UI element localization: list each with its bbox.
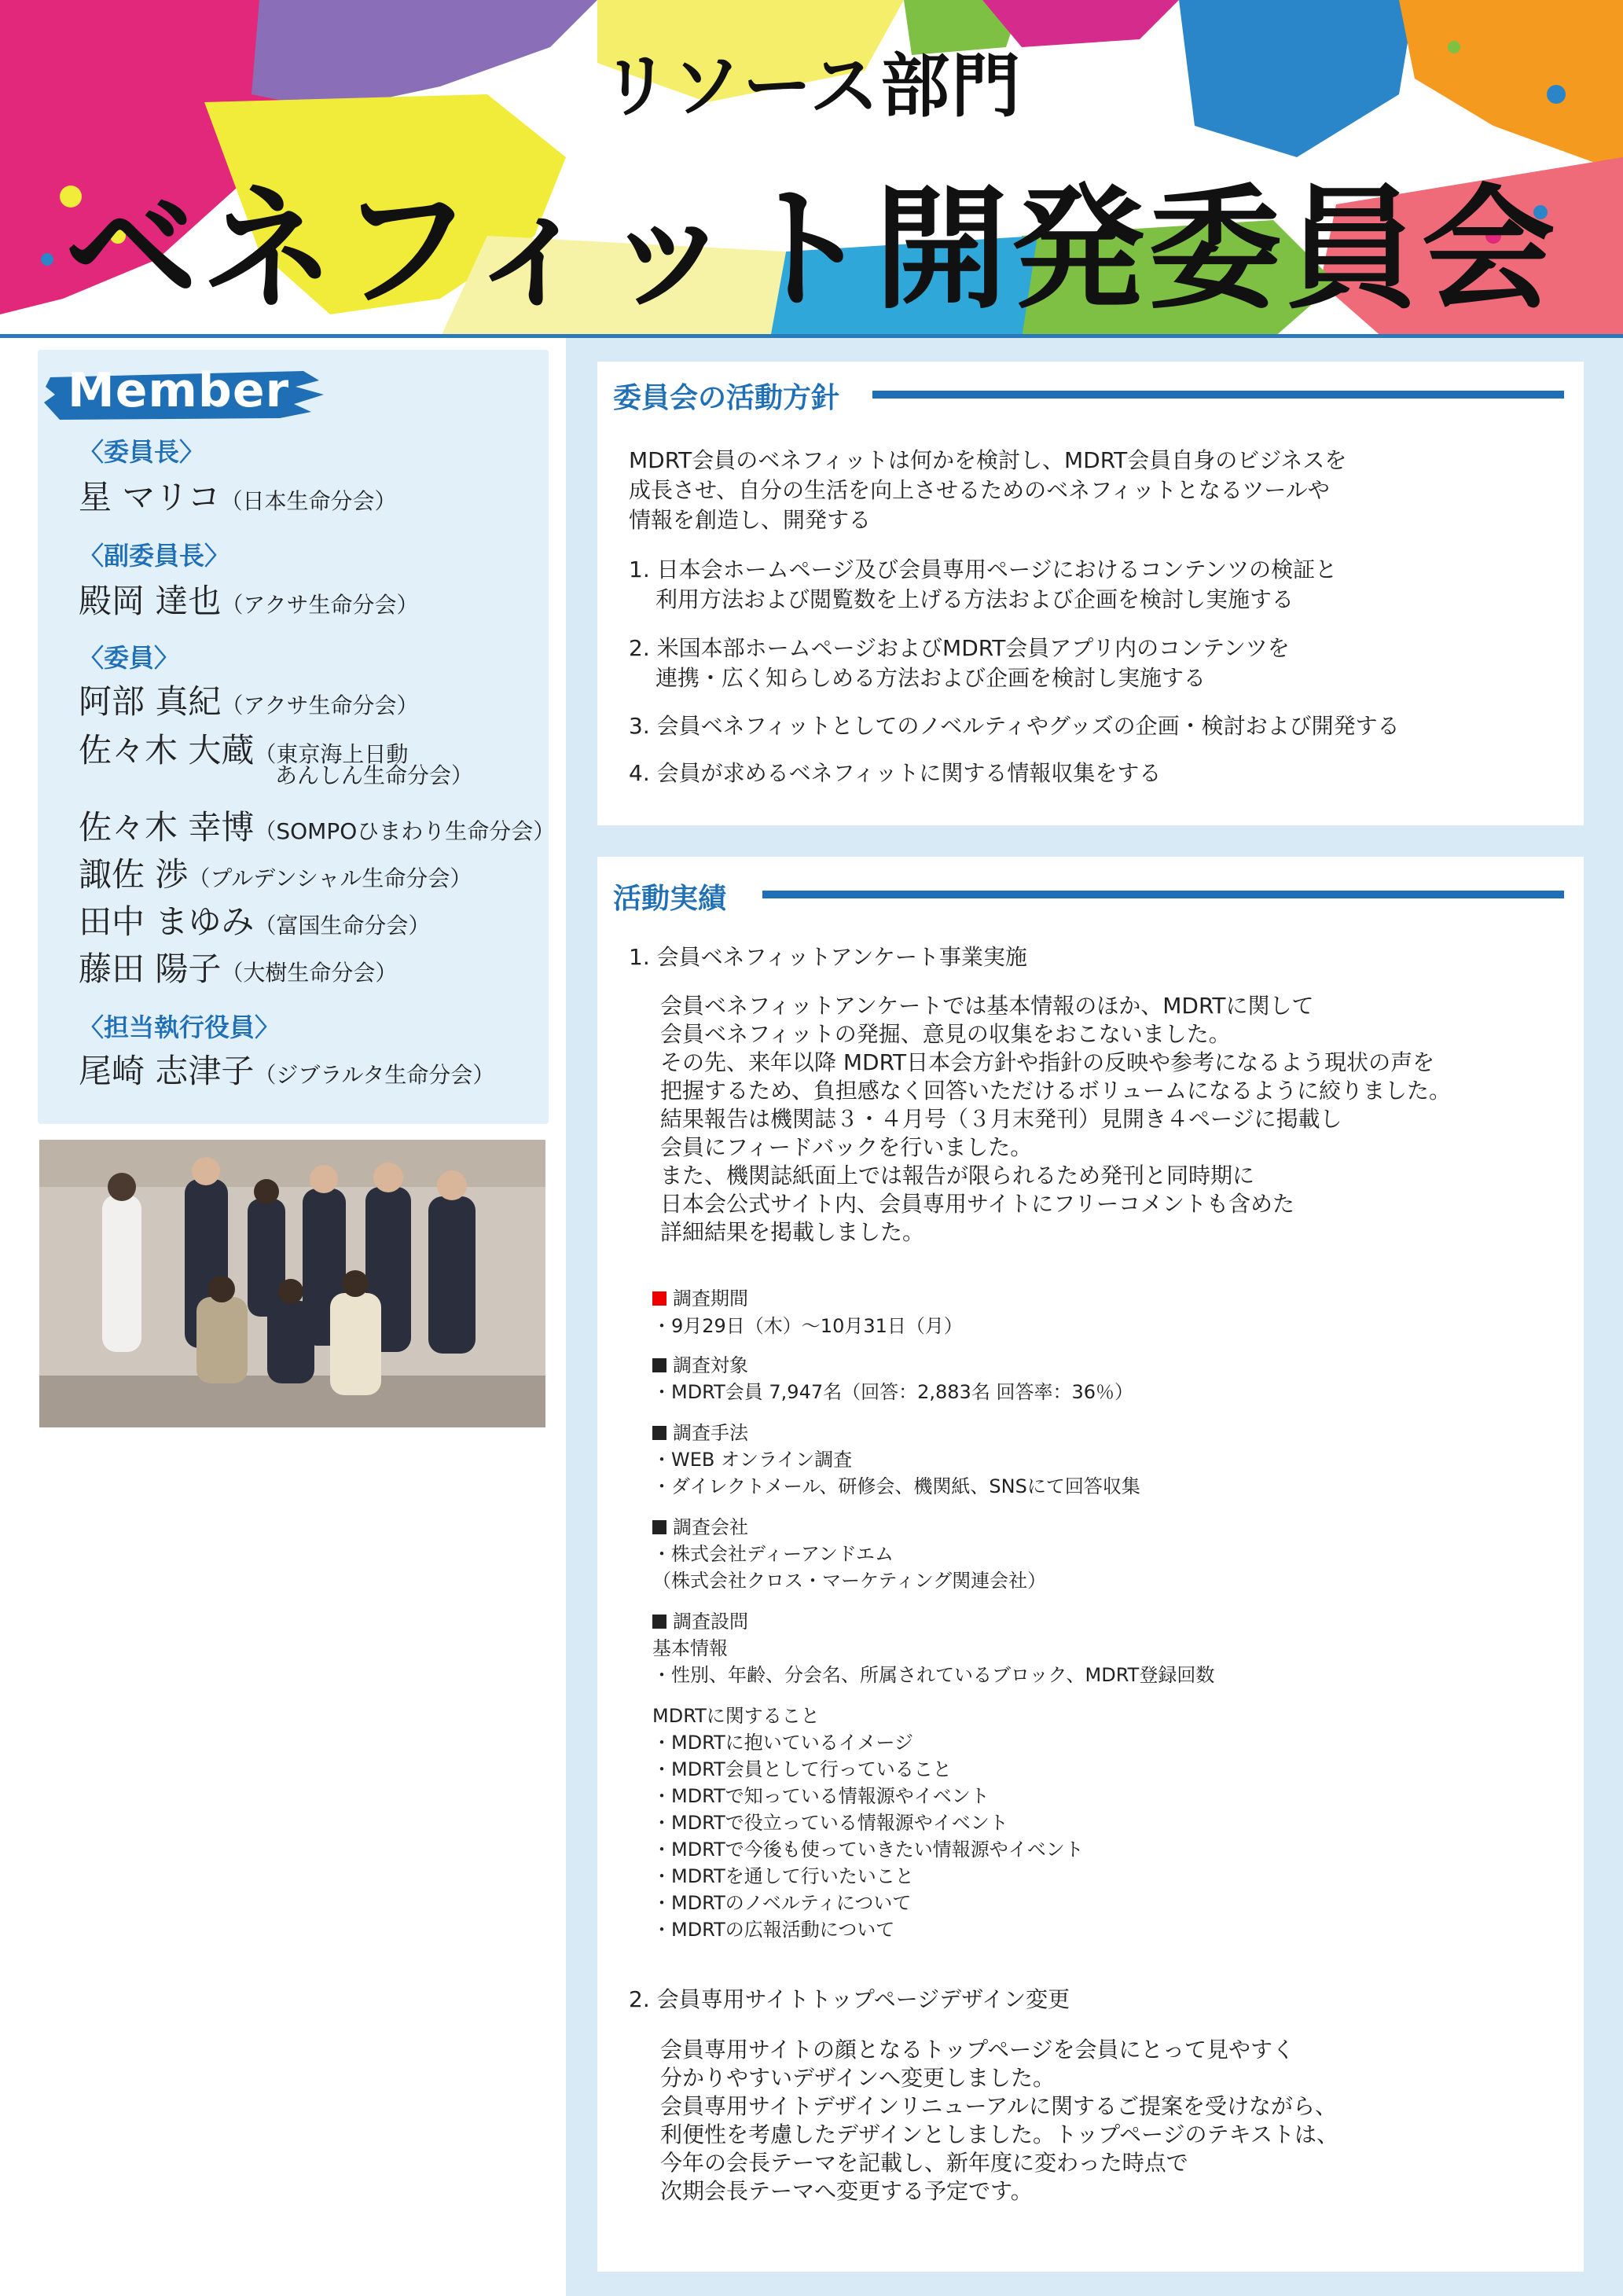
survey-questions-mdrt: ・MDRTで今後も使っていきたい情報源やイベント [652,1839,1084,1861]
member-affiliation: （東京海上日動 [254,741,409,767]
survey-questions-mdrt: MDRTに関すること [652,1705,820,1727]
member-affiliation: （日本生命分会） [220,488,397,514]
survey-questions-mdrt: ・MDRTに抱いているイメージ [652,1732,914,1754]
header-subtitle: リソース部門 [600,46,1023,127]
survey-target-value: ・MDRT会員 7,947名（回答：2,883名 回答率：36％） [652,1381,1133,1403]
survey-questions-mdrt: ・MDRTで知っている情報源やイベント [652,1785,990,1807]
results-s1-line: 詳細結果を掲載しました。 [660,1219,925,1245]
results-s1-line: その先、来年以降 MDRT日本会方針や指針の反映や参考になるよう現状の声を [660,1049,1435,1075]
survey-questions-basic: 基本情報 [652,1637,728,1659]
role-chair: 〈委員長〉 [79,437,205,467]
policy-item-1: 1. 日本会ホームページ及び会員専用ページにおけるコンテンツの検証と [629,557,1338,582]
results-s1-line: 把握するため、負担感なく回答いただけるボリュームになるように絞りました。 [660,1078,1452,1104]
results-s2-line: 利便性を考慮したデザインとしました。トップページのテキストは、 [660,2122,1338,2147]
role-vice-chair: 〈副委員長〉 [79,541,230,571]
policy-item-2-cont: 連携・広く知らしめる方法および企画を検討し実施する [655,665,1206,691]
results-s2-line: 次期会長テーマへ変更する予定です。 [660,2178,1033,2204]
results-s1-line: 会員にフィードバックを行いました。 [660,1134,1033,1160]
group-photo-image [39,1140,545,1427]
results-s1-line: 会員ベネフィットの発掘、意見の収集をおこないました。 [660,1021,1231,1047]
member-affiliation: （富国生命分会） [254,913,431,939]
member-affiliation: （ジブラルタ生命分会） [254,1062,495,1088]
member-affiliation: （プルデンシャル生命分会） [188,865,472,891]
member-1 [79,676,419,723]
role-executive: 〈担当執行役員〉 [79,1012,281,1042]
square-bullet-icon [652,1426,666,1440]
member-executive [79,1045,494,1093]
member-name: 阿部 真紀 [79,682,222,721]
survey-period-label: 調査期間 [652,1285,748,1312]
policy-item-1-cont: 利用方法および閲覧数を上げる方法および企画を検討し実施する [655,586,1294,612]
results-section-2-heading: 2. 会員専用サイトトップページデザイン変更 [629,1986,1070,2012]
survey-questions-basic: ・性別、年齢、分会名、所属されているブロック、MDRT登録回数 [652,1664,1215,1686]
survey-target-label: 調査対象 [652,1352,748,1379]
results-title-bar [762,891,1564,898]
member-5 [79,896,430,943]
policy-intro-line: 情報を創造し、開発する [629,507,872,533]
results-s2-line: 今年の会長テーマを記載し、新年度に変わった時点で [660,2150,1188,2176]
results-s2-line: 分かりやすいデザインへ変更しました。 [660,2065,1056,2091]
policy-title: 委員会の活動方針 [613,382,840,414]
member-badge [44,363,327,426]
header-banner [0,0,1623,338]
policy-intro-line: 成長させ、自分の生活を向上させるためのベネフィットとなるツールや [629,477,1330,503]
policy-item-4: 4. 会員が求めるベネフィットに関する情報収集をする [629,760,1162,786]
survey-method-value: ・WEB オンライン調査 [652,1449,853,1471]
red-square-bullet-icon [652,1291,666,1306]
survey-questions-mdrt: ・MDRTの広報活動について [652,1919,895,1941]
header-title: ベネフィット開発委員会 [64,172,1559,328]
member-badge-label: Member [68,363,290,418]
member-name: 藤田 陽子 [79,950,222,988]
survey-questions-label: 調査設問 [652,1608,748,1635]
square-bullet-icon [652,1520,666,1534]
member-affiliation: （大樹生命分会） [221,960,398,986]
member-name: 尾崎 志津子 [79,1052,255,1090]
member-6 [79,943,397,990]
member-2-affiliation-line2: あんしん生命分会） [275,762,474,788]
survey-method-value: ・ダイレクトメール、研修会、機関紙、SNSにて回答収集 [652,1475,1140,1497]
square-bullet-icon [652,1615,666,1629]
member-3 [79,802,555,849]
policy-item-2: 2. 米国本部ホームページおよびMDRT会員アプリ内のコンテンツを [629,635,1290,661]
member-name: 田中 まゆみ [79,902,255,941]
results-s1-line: 結果報告は機関誌３・４月号（３月末発刊）見開き４ページに掲載し [660,1106,1342,1132]
survey-period-value: ・9月29日（木）〜10月31日（月） [652,1315,963,1337]
survey-questions-mdrt: ・MDRTを通して行いたいこと [652,1865,914,1887]
survey-company-value: （株式会社クロス・マーケティング関連会社） [652,1570,1047,1592]
survey-company-value: ・株式会社ディーアンドエム [652,1543,894,1565]
member-vice-chair [79,575,419,623]
member-name: 諏佐 渉 [79,855,189,894]
member-chair [79,472,397,519]
policy-title-bar [872,391,1564,399]
role-members: 〈委員〉 [79,643,180,673]
survey-questions-mdrt: ・MDRTで役立っている情報源やイベント [652,1812,1008,1834]
survey-method-label: 調査手法 [652,1420,748,1446]
survey-questions-mdrt: ・MDRTのノベルティについて [652,1892,912,1914]
survey-company-label: 調査会社 [652,1514,748,1541]
results-s2-line: 会員専用サイトの顔となるトップページを会員にとって見やすく [660,2037,1294,2063]
results-title: 活動実績 [613,883,727,915]
square-bullet-icon [652,1358,666,1372]
results-s1-line: 日本会公式サイト内、会員専用サイトにフリーコメントも含めた [660,1191,1294,1217]
member-4 [79,849,472,896]
group-photo [39,1140,545,1427]
member-affiliation: （アクサ生命分会） [221,692,419,718]
member-name: 星 マリコ [79,478,221,516]
member-name: 佐々木 幸博 [79,808,255,847]
member-affiliation: （アクサ生命分会） [221,592,419,618]
member-affiliation: （SOMPOひまわり生命分会） [254,818,556,844]
policy-intro-line: MDRT会員のベネフィットは何かを検討し、MDRT会員自身のビジネスを [629,447,1347,473]
survey-questions-mdrt: ・MDRT会員として行っていること [652,1758,952,1780]
member-name: 殿岡 達也 [79,582,222,620]
results-s1-line: また、機関誌紙面上では報告が限られるため発刊と同時期に [660,1163,1255,1188]
results-section-1-heading: 1. 会員ベネフィットアンケート事業実施 [629,944,1027,970]
results-s1-line: 会員ベネフィットアンケートでは基本情報のほか、MDRTに関して [660,993,1314,1019]
results-s2-line: 会員専用サイトデザインリニューアルに関するご提案を受けながら、 [660,2093,1338,2119]
policy-item-3: 3. 会員ベネフィットとしてのノベルティやグッズの企画・検討および開発する [629,713,1400,739]
member-name: 佐々木 大蔵 [79,731,255,770]
